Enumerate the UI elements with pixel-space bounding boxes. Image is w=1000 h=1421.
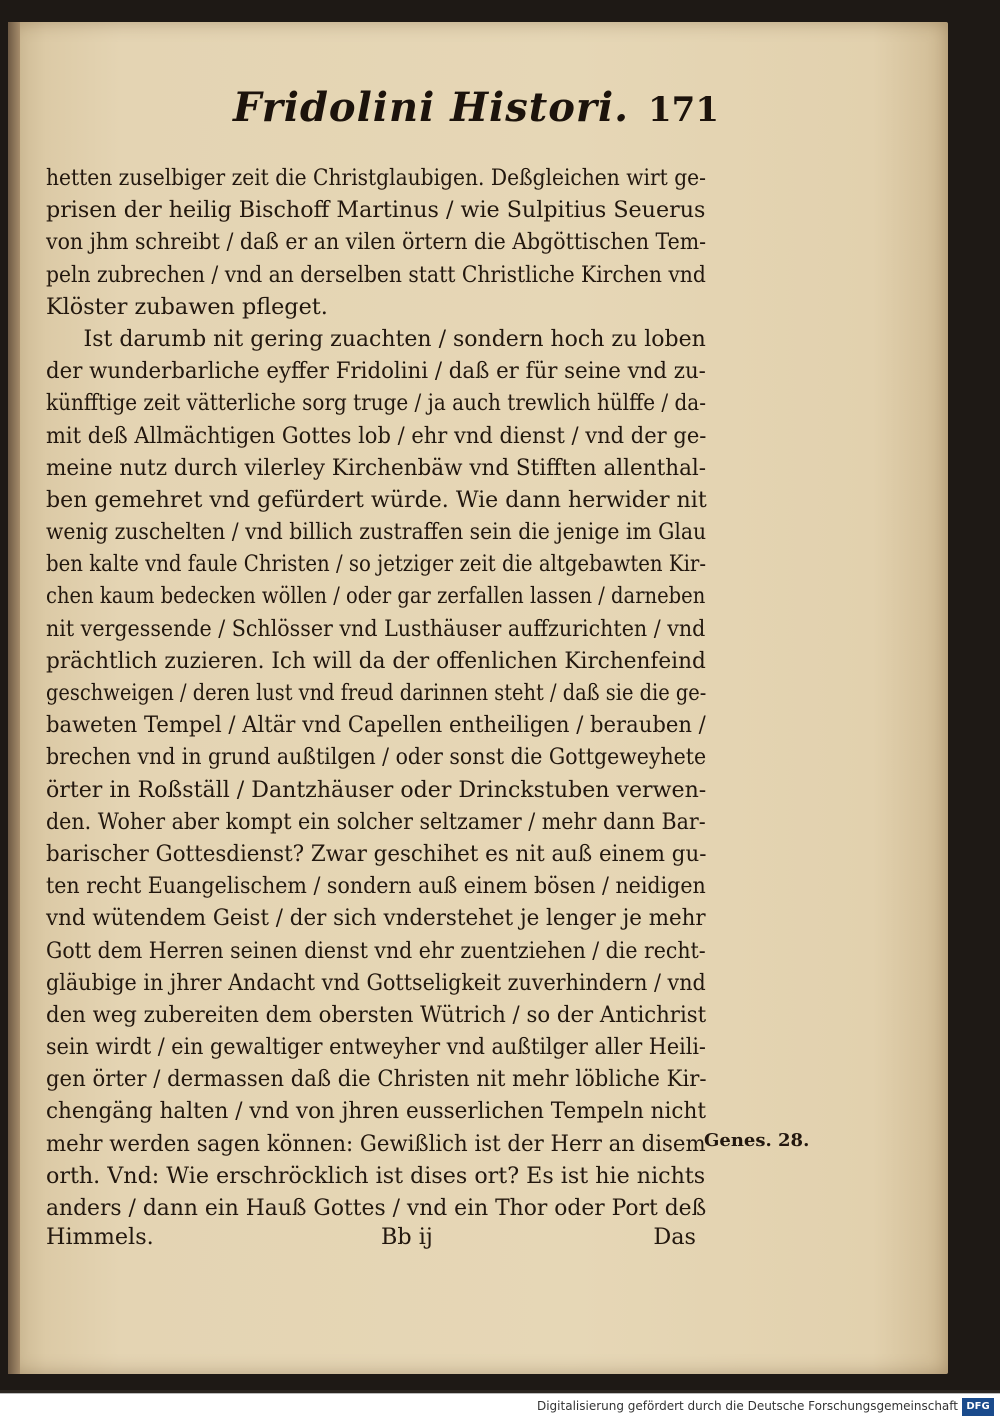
text-line: prisen der heilig Bischoff Martinus / wie Sulpitius Seuerus xyxy=(46,197,706,224)
text-line: barischer Gottesdienst? Zwar geschihet es nit auß einem gu- xyxy=(46,840,707,867)
text-line: peln zubrechen / vnd an derselben statt Christliche Kirchen vnd xyxy=(46,261,706,288)
page-gutter xyxy=(8,22,20,1374)
text-line: chen kaum bedecken wöllen / oder gar zerfallen lassen / darneben xyxy=(46,583,706,610)
text-line: gen örter / dermassen daß die Christen nit mehr löbliche Kir- xyxy=(46,1066,707,1093)
text-line: vnd wütendem Geist / der sich vnderstehet je lenger je mehr xyxy=(46,905,706,932)
text-line: örter in Roßställ / Dantzhäuser oder Drinckstuben verwen- xyxy=(46,776,707,803)
text-line: ben gemehret vnd gefürdert würde. Wie dann herwider nit xyxy=(46,486,707,513)
signature-mark: Bb ij xyxy=(381,1224,433,1250)
text-line: meine nutz durch vilerley Kirchenbäw vnd Stifften allenthal- xyxy=(46,454,707,481)
running-head xyxy=(233,82,719,132)
text-line: mehr werden sagen können: Gewißlich ist der Herr an disem xyxy=(46,1130,706,1157)
text-line: geschweigen / deren lust vnd freud darinnen steht / daß sie die ge- xyxy=(46,680,707,706)
digitization-credit: Digitalisierung gefördert durch die Deutsche Forschungsgemeinschaft xyxy=(536,1399,958,1413)
text-line: künfftige zeit vätterliche sorg truge / ja auch trewlich hülffe / da- xyxy=(46,390,706,417)
final-text-line: Himmels. xyxy=(46,1224,154,1250)
text-line: von jhm schreibt / daß er an vilen örtern die Abgöttischen Tem- xyxy=(46,229,707,256)
text-line: den. Woher aber kompt ein solcher seltzamer / mehr dann Bar- xyxy=(46,808,706,835)
page-number: 171 xyxy=(648,90,719,130)
digitization-footer xyxy=(0,1393,1000,1421)
text-line: ten recht Euangelischem / sondern auß einem bösen / neidigen xyxy=(46,873,706,900)
dfg-logo: DFG xyxy=(962,1398,994,1416)
text-line: anders / dann ein Hauß Gottes / vnd ein Thor oder Port deß xyxy=(46,1195,707,1221)
book-page xyxy=(8,22,948,1374)
text-line: chengäng halten / vnd von jhren eusserlichen Tempeln nicht xyxy=(46,1098,706,1125)
text-line: nit vergessende / Schlösser vnd Lusthäuser auffzurichten / vnd xyxy=(46,615,706,642)
text-line: sein wirdt / ein gewaltiger entweyher vnd außtilger aller Heili- xyxy=(46,1034,706,1061)
page-footer xyxy=(46,1220,696,1254)
text-line: hetten zuselbiger zeit die Christglaubigen. Deßgleichen wirt ge- xyxy=(46,165,706,191)
text-line: baweten Tempel / Altär vnd Capellen entheiligen / berauben / xyxy=(46,712,706,739)
text-line: den weg zubereiten dem obersten Wütrich / so der Antichrist xyxy=(46,1001,707,1028)
text-line: prächtlich zuzieren. Ich will da der offenlichen Kirchenfeind xyxy=(46,647,706,674)
text-line: Klöster zubawen pfleget. xyxy=(46,293,328,320)
running-head-title: Fridolini Histori. xyxy=(233,84,630,131)
text-line: ben kalte vnd faule Christen / so jetziger zeit die altgebawten Kir- xyxy=(46,551,707,578)
text-line: Gott dem Herren seinen dienst vnd ehr zuentziehen / die recht- xyxy=(46,937,706,964)
body-text xyxy=(46,162,706,1224)
text-line: gläubige in jhrer Andacht vnd Gottseligkeit zuverhindern / vnd xyxy=(46,969,706,996)
text-line: orth. Vnd: Wie erschröcklich ist dises ort? Es ist hie nichts xyxy=(46,1162,706,1189)
text-line: brechen vnd in grund außtilgen / oder sonst die Gottgeweyhete xyxy=(46,744,707,771)
text-line: wenig zuschelten / vnd billich zustraffen sein die jenige im Glau xyxy=(46,519,707,546)
text-line: mit deß Allmächtigen Gottes lob / ehr vnd dienst / vnd der ge- xyxy=(46,422,707,449)
text-line: Ist darumb nit gering zuachten / sondern hoch zu loben xyxy=(83,325,706,352)
catchword: Das xyxy=(653,1224,696,1250)
text-line: der wunderbarliche eyffer Fridolini / daß er für seine vnd zu- xyxy=(46,358,706,385)
margin-note: Genes. 28. xyxy=(704,1130,810,1151)
